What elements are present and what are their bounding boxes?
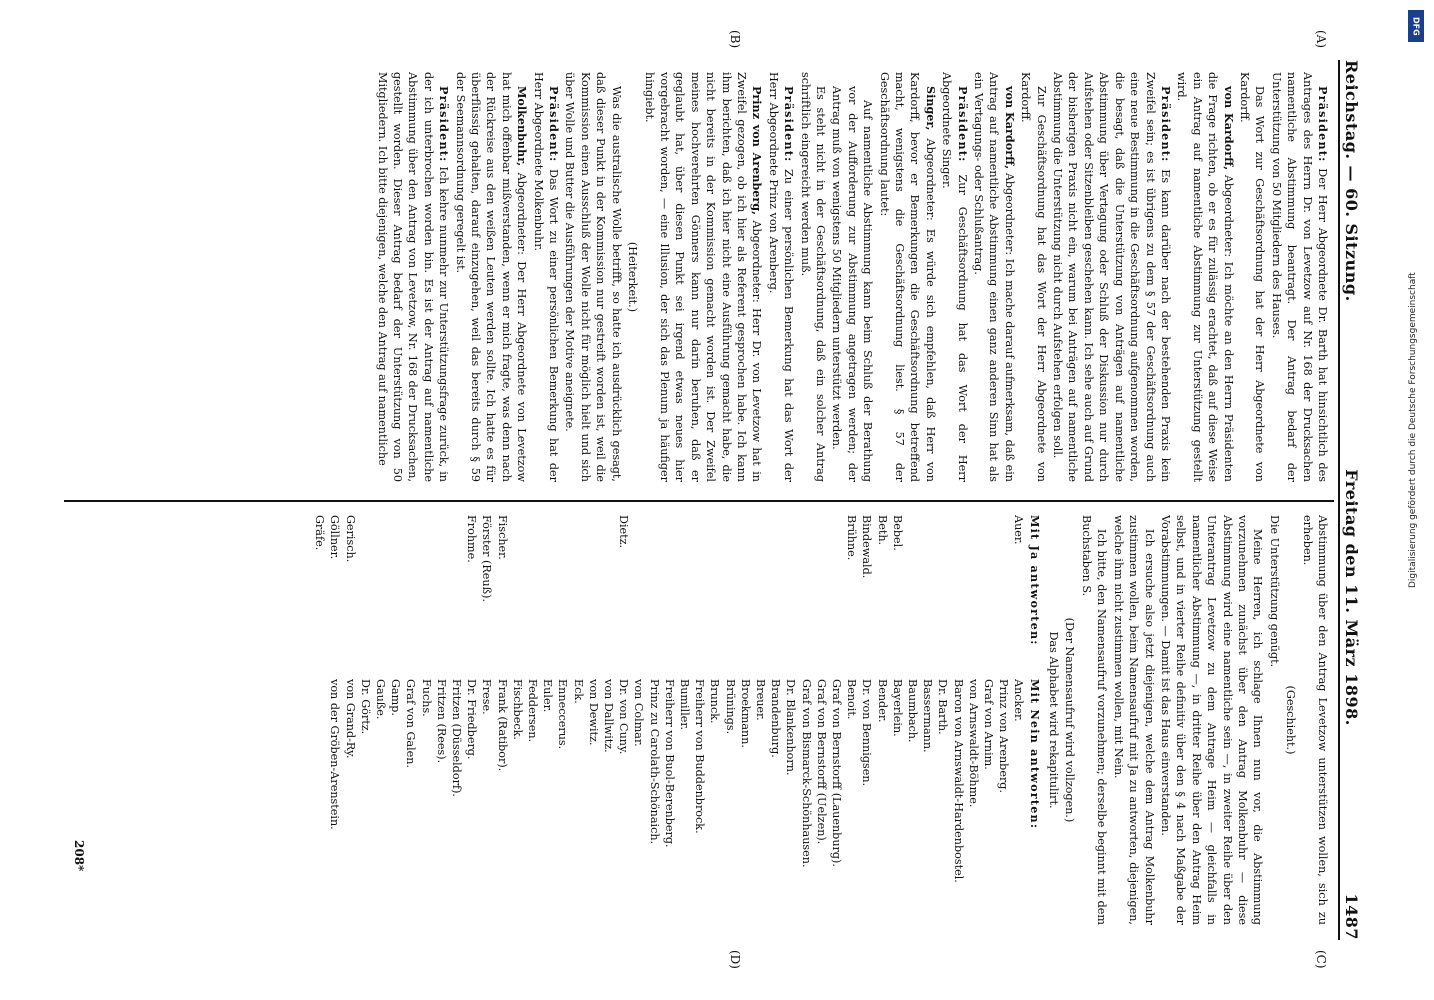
no-name: Eck. [571,679,585,704]
paragraph: Molkenbuhr, Abgeordneter: Der Herr Abgeordnete von Levetzow hat mich offenbar mißverstanden, wenn er mich fragte, was denn nach der Rückreise aus den weißen Leuten werden sollte. Ich hatte es für überflüssig gehalten, darauf einzugehen, weil das bereits durch § 59 der Seemannsordnung geregelt ist. [453,72,530,482]
no-name: Bender. [875,679,889,723]
yes-name [403,515,418,679]
paragraph: von Kardorff, Abgeordneter: Ich möchte an den Herrn Präsidenten die Frage richten, ob er es für zulässig erachtet, daß auf diese Weise ein Antrag auf namentliche Abstimmung zur Unterstützung gestellt wird. [1175,72,1236,482]
no-name: von Dallwitz. [602,679,615,753]
yes-name [920,515,935,679]
no-name: Broekmann. [738,679,752,748]
paragraph: Prinz von Arenberg, Abgeordneter: Herr Dr. von Levetzow hat in Zweifel gezogen, ob ich hier als Referent gesprochen habe. Ich kann ihm berichten, daß ich hier nicht eine Ausführung gemacht habe, die nicht bereits in der Kommission gemacht worden ist. Der Zweifel meines hochverehrten Gönners kann nur darin beruhen, daß er geglaubt hat, über diesen Punkt sei irgend etwas neues hier vorgebracht worden, — eine Illusion, der sich das Plenum ja häufiger hingiebt. [642,72,765,482]
no-name: Dr. von Bennigsen. [860,679,874,787]
no-name: Breuer. [754,679,768,721]
paragraph: Präsident: Das Wort zu einer persönlichen Bemerkung hat der Herr Abgeordnete Molkenbuhr. [531,72,562,482]
yes-name [540,515,555,679]
no-name: Freiherr von Buol-Berenberg. [662,679,676,848]
yes-name: Fischer. [495,515,509,560]
yes-name [738,515,753,679]
no-name: Freiherr von Buddenbrock. [693,679,707,834]
no-name: Graf von Bismarck-Schönhausen. [799,679,813,868]
no-names [327,679,1026,925]
yes-name [768,515,783,679]
no-name: Graf von Arnim. [982,679,996,770]
yes-name: Brühne. [845,515,859,561]
no-name: von Dewitz. [586,679,600,746]
yes-name: Auer. [1012,515,1026,545]
paragraph: Ich ersuche also jetzt diejenigen, welche dem Antrag Molkenbuhr zustimmen wollen, beim Namensaufruf mit Ja zu antworten, diejenigen, welche ihm nicht zustimmen wollen, mit Nein. [1111,515,1156,925]
yes-name: Gerisch. [343,515,357,563]
column-divider [64,500,1334,502]
no-name: Frese. [480,679,494,715]
no-name: Fritzen (Rees). [434,679,448,764]
no-name: Dr. Barth. [936,679,950,735]
no-name: Dr. Görtz. [358,679,372,735]
yes-name [418,515,433,679]
dfg-logo: DFG [1408,10,1424,42]
page-header [1342,60,1372,940]
paragraph: Ich bitte, den Namensaufruf vorzunehmen; derselbe beginnt mit dem Buchstaben S. [1079,515,1109,925]
yes-header: Mit Ja antworten: [1027,515,1042,646]
paragraph: Es steht nicht in der Geschäftsordnung, daß ein solcher Antrag schriftlich eingereicht werden muß. [798,72,827,482]
yes-name [981,515,996,679]
no-name: Bassermann. [921,679,935,753]
no-name: Fischbeck. [510,679,524,740]
no-name: von Colmar. [632,679,646,747]
no-name: Baron von Arnswaldt-Hardenbostel. [951,679,965,883]
margin-marker-c: (C) [1314,950,1328,969]
paragraph: Das Alphabet wird rekapitulirt. [1047,631,1061,809]
paragraph: Singer, Abgeordneter: Es würde sich empfehlen, daß Herr von Kardorff, bevor er Bemerkungen die Geschäftsordnung betreffend macht, wenigstens die Geschäftsordnung liest. § 57 der Geschäftsordnung lautet: [877,72,938,482]
no-name: Prinz von Arenberg. [997,679,1011,794]
no-name: Graf von Galen. [404,679,418,769]
yes-name [829,515,844,679]
yes-name: Göllner. [328,515,342,560]
no-name: Brünings. [723,679,737,735]
interjection: (Heiterkeit.) [626,241,640,313]
yes-name [753,515,768,679]
no-header: Mit Nein antworten: [1027,679,1042,830]
paragraph: Präsident: Es kann darüber nach der bestehenden Praxis kein Zweifel sein; es ist übrigens zu dem § 57 der Geschäftsordnung auch eine neue Bestimmung in die Geschäftsordnung aufgenommen worden, die besagt, daß die Unterstützung von Anträgen auf namentliche Abstimmung über Vertagung oder Schluß der Diskussion nur durch Aufstehen oder Sitzenbleiben geschehen kann. Ich sehe auch auf Grund der bisherigen Praxis nicht ein, warum bei Anträgen auf namentliche Abstimmung die Unterstützung nicht durch Aufstehen erfolgen soll. [1051,72,1173,482]
document-page [42,20,1382,980]
yes-name: Bindewald. [860,515,874,579]
no-name: Baumbach. [906,679,920,743]
paragraph: Zur Geschäftsordnung hat das Wort der Herr Abgeordnete von Kardorff. [1019,72,1048,482]
yes-name [449,515,464,679]
yes-name [722,515,737,679]
header-page-number: 1487 [1342,893,1361,940]
credit-strip [1404,8,1430,992]
no-name: Feddersen. [525,679,539,743]
yes-name [646,515,661,679]
yes-name [510,515,525,679]
yes-name [996,515,1011,679]
no-name: Gauße. [373,679,387,720]
yes-name: Bebel. [890,515,904,551]
interjection: (Geschieht.) [1284,685,1298,755]
no-name: Dr. Blankenhorn. [784,679,798,776]
yes-name [707,515,722,679]
no-name: Gamp. [389,679,403,716]
yes-name [692,515,707,679]
paragraph: Was die australische Wolle betrifft, so hatte ich ausdrücklich gesagt, daß dieser Punkt in der Kommission nur gestreift worden ist, weil die Kommission einen Ausschluß der Wolle nicht für möglich hielt und sich über Wolle und Butter die Ausführungen der Motive aneignete. [563,72,623,482]
no-name: Graf von Bernstorff (Uelzen). [814,679,828,845]
header-rule [1338,60,1340,940]
interjection: (Der Namensaufruf wird vollzogen.) [1063,617,1077,823]
yes-names [312,515,1027,679]
yes-name [358,515,373,679]
credit-text: Digitalisierung gefördert durch die Deutsche Forschungsgemeinschaft [1408,272,1418,588]
no-name: Prinz zu Carolath-Schönaich. [647,679,661,845]
yes-name [935,515,950,679]
yes-name [814,515,829,679]
no-name: Benoit. [845,679,859,720]
header-date: Freitag den 11. März 1898. [1342,469,1361,726]
no-name: Graf von Bernstorff (Lauenburg). [830,679,844,867]
no-name: Enneccerus. [556,679,570,750]
yes-name [950,515,965,679]
no-name: Dr. von Cuny. [617,679,631,755]
yes-name [555,515,570,679]
yes-name [798,515,813,679]
yes-name [905,515,920,679]
no-name: Frank (Ratibor). [495,679,509,772]
vote-lists [312,515,1042,925]
no-name: Brunck. [708,679,722,724]
no-name: Fritzen (Düsseldorf). [449,679,463,797]
no-name: von Grand-Ry. [343,679,357,759]
no-name: Bayerlein. [890,679,904,737]
yes-name [966,515,981,679]
paragraph: Präsident: Der Herr Abgeordnete Dr. Barth hat hinsichtlich des Antrages des Herrn Dr. von Levetzow auf Nr. 168 der Drucksachen namentliche Abstimmung beantragt. Der Antrag bedarf der Unterstützung von 50 Mitgliedern des Hauses. [1269,72,1330,482]
paragraph: Präsident: Zu einer persönlichen Bemerkung hat das Wort der Herr Abgeordnete Prinz von Arenberg. [766,72,797,482]
footnote-number: 208* [72,840,86,872]
yes-name [434,515,449,679]
paragraph: Präsident: Zur Geschäftsordnung hat das Wort der Herr Abgeordnete Singer. [940,72,970,482]
no-name: Dr. Friedberg. [465,679,479,760]
paragraph: Präsident: Ich kehre nunmehr zur Unterstützungsfrage zurück, in der ich unterbrochen worden bin. Es ist der Antrag auf namentliche Abstimmung über den Antrag von Levetzow, Nr. 168 der Drucksachen, gestellt worden. Dieser Antrag bedarf der Unterstützung von 50 Mitgliedern. Ich bitte diejenigen, welche den Antrag auf namentliche [375,72,452,482]
yes-name [783,515,798,679]
no-name: von der Gröben-Arenstein. [328,679,342,830]
no-name: Fuchs. [419,679,433,717]
quoted-rule: Auf namentliche Abstimmung kann beim Schluß der Berathung vor der Aufforderung zur Abstimmung angetragen werden; der Antrag muß von wenigstens 50 Mitgliedern unterstützt werden. [830,86,875,482]
no-list [312,679,1042,925]
yes-name [570,515,585,679]
yes-name [601,515,616,679]
yes-name [586,515,601,679]
yes-name: Gräfe. [313,515,327,551]
paragraph: Das Wort zur Geschäftsordnung hat der Herr Abgeordnete von Kardorff. [1237,72,1267,482]
paragraph: Abstimmung über den Antrag Levetzow unterstützen wollen, sich zu erheben. [1300,515,1329,925]
no-name: Euler. [541,679,555,713]
yes-name [662,515,677,679]
margin-marker-d: (D) [728,950,742,969]
yes-name [677,515,692,679]
yes-name: Frohme. [465,515,479,563]
no-name: von Arnswaldt-Böhme. [966,679,980,808]
yes-name: Beth. [875,515,889,546]
yes-name [373,515,388,679]
yes-list [312,515,1042,679]
yes-name: Dietz. [617,515,631,549]
no-name: Brandenburg. [769,679,783,758]
right-column [70,515,1330,925]
paragraph: Die Unterstützung genügt. [1267,515,1281,668]
paragraph: Meine Herren, ich schlage Ihnen nun vor, die Abstimmung vorzunehmen zunächst über den Antrag Molkenbuhr — diese Abstimmung wird eine namentliche sein —, in zweiter Reihe über den Unterantrag Levetzow zu dem Antrage Heim — gleichfalls in namentlicher Abstimmung —, in dritter Reihe über den Antrag Heim selbst, und in vierter Reihe definitiv über den § 4 nach Maßgabe der Vorabstimmungen. — Damit ist das Haus einverstanden. [1158,515,1265,925]
margin-marker-a: (A) [1314,30,1328,49]
yes-name [388,515,403,679]
yes-name [631,515,646,679]
yes-name: Förster (Reuß). [480,515,494,603]
margin-marker-b: (B) [728,30,742,49]
paragraph: von Kardorff, Abgeordneter: Ich mache darauf aufmerksam, daß ein Antrag auf namentliche Abstimmung einen ganz anderen Sinn hat als ein Vertagungs- oder Schlußantrag. [972,72,1017,482]
no-name: Ancker. [1012,679,1026,722]
no-name: Bumiller. [678,679,692,731]
header-session: Reichstag. — 60. Sitzung. [1342,60,1361,302]
yes-name [525,515,540,679]
left-column [70,72,1330,482]
